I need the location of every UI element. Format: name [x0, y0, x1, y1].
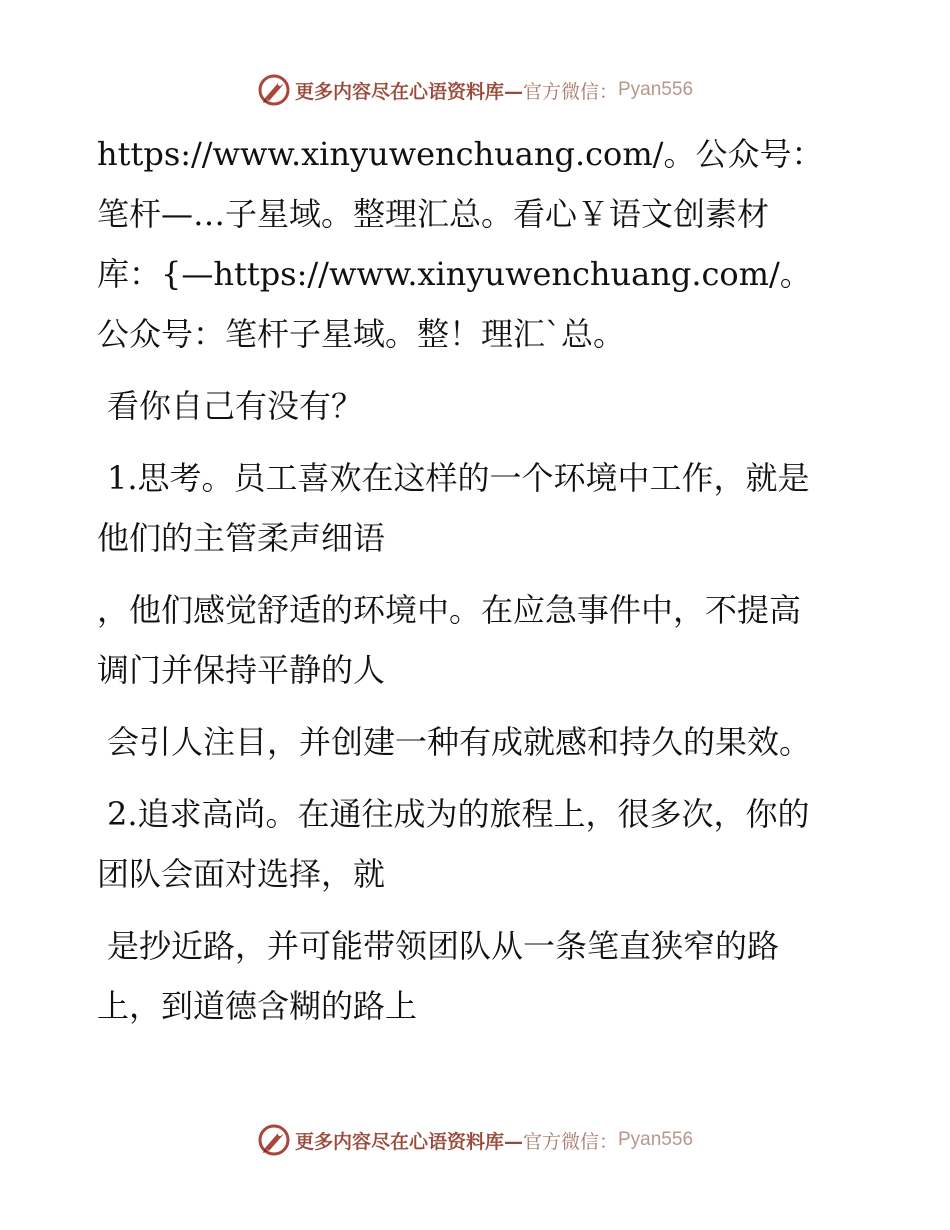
footer-banner	[0, 1120, 950, 1160]
paragraph-point-2-cont: 是抄近路，并可能带领团队从一条笔直狭窄的路上，到道德含糊的路上	[97, 927, 780, 1025]
banner-wechat-id: Pyan556	[618, 79, 694, 100]
header-banner	[0, 70, 950, 110]
pen-logo-icon	[257, 1123, 291, 1157]
pen-logo-icon	[257, 73, 291, 107]
paragraph-point-1: 1.思考。员工喜欢在这样的一个环境中工作，就是他们的主管柔声细语	[97, 459, 810, 557]
paragraph-intro: https://www.xinyuwenchuang.com/。公众号：笔杆—…子星域。整理汇总。看心￥语文创素材库：{—https://www.xinyuwenchuang.com/。公众号：笔杆子星域。整！理汇`总。	[97, 135, 824, 353]
banner-title: 更多内容尽在心语资料库—	[294, 1130, 523, 1153]
paragraph-question: 看你自己有没有？	[107, 387, 364, 425]
paragraph-point-2: 2.追求高尚。在通往成为的旅程上，很多次，你的团队会面对选择，就	[97, 795, 810, 893]
banner-title: 更多内容尽在心语资料库—	[294, 80, 523, 103]
banner-wechat-label: 官方微信：	[522, 1130, 618, 1153]
banner-wechat-label: 官方微信：	[522, 80, 618, 103]
paragraph-point-1-end: 会引人注目，并创建一种有成就感和持久的果效。	[107, 723, 812, 761]
paragraph-point-1-cont: ，他们感觉舒适的环境中。在应急事件中，不提高调门并保持平静的人	[97, 591, 802, 689]
document-body	[97, 124, 832, 1048]
banner-wechat-id: Pyan556	[618, 1129, 694, 1150]
